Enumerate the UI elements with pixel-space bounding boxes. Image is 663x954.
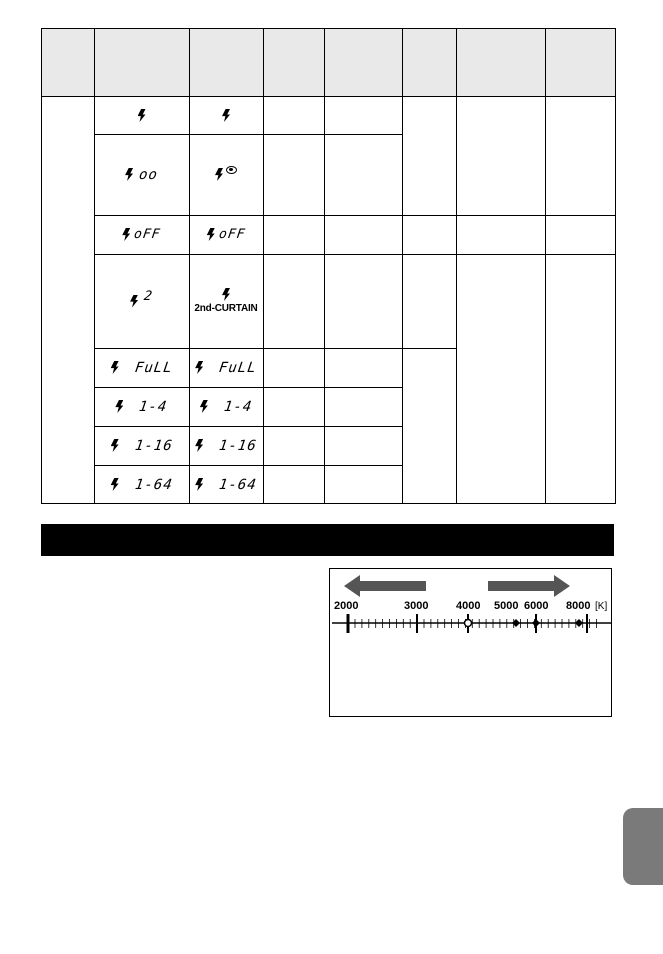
- display-b-rear-curtain: [189, 254, 263, 348]
- arrow-left-icon: [344, 575, 426, 597]
- display-b-1-64: [189, 465, 263, 504]
- display-b-full: [189, 348, 263, 387]
- segment-readout: 1-64: [133, 476, 174, 493]
- tick-label-3000: 3000: [404, 600, 429, 612]
- tick-label-2000: 2000: [334, 600, 359, 612]
- display-b-flash: [189, 97, 263, 134]
- flash-bolt-icon: [138, 109, 146, 122]
- display-b-1-4: [189, 387, 263, 426]
- flash-bolt-icon: [125, 168, 133, 181]
- tick-label-8000: 8000: [566, 600, 591, 612]
- flash-bolt-icon: [130, 295, 138, 308]
- curtain-label: 2nd-CURTAIN: [194, 303, 258, 314]
- flash-bolt-icon: [195, 478, 203, 491]
- flash-bolt-icon: [200, 400, 208, 413]
- segment-readout: 1-4: [222, 398, 254, 415]
- flash-bolt-icon: [222, 288, 230, 301]
- display-a-full: [94, 348, 189, 387]
- marker-4000-open: [465, 620, 472, 627]
- column-divider: [545, 29, 546, 504]
- display-b-off: [189, 215, 263, 254]
- segment-readout: 1-4: [138, 398, 169, 415]
- column-divider: [456, 29, 457, 504]
- display-a-off: [94, 215, 189, 254]
- flash-bolt-icon: [111, 439, 119, 452]
- display-b-red-eye: [189, 134, 263, 215]
- arrow-right-icon: [488, 575, 570, 597]
- display-a-1-4: [94, 387, 189, 426]
- column-divider: [263, 29, 264, 504]
- row-divider: [456, 254, 616, 255]
- column-divider: [402, 29, 403, 504]
- flash-bolt-icon: [207, 228, 215, 241]
- segment-readout: oFF: [133, 227, 162, 242]
- flash-bolt-icon: [122, 228, 130, 241]
- segment-readout: oFF: [217, 227, 247, 242]
- marker-diamond: [532, 619, 540, 627]
- flash-bolt-icon: [111, 478, 119, 491]
- display-b-1-16: [189, 426, 263, 465]
- flash-bolt-icon: [111, 361, 119, 374]
- flash-bolt-icon: [195, 439, 203, 452]
- side-thumb-tab: [623, 808, 663, 885]
- tick-label-4000: 4000: [456, 600, 481, 612]
- color-temperature-scale: [329, 568, 612, 717]
- column-divider: [324, 29, 325, 504]
- flash-bolt-icon: [115, 400, 123, 413]
- flash-bolt-icon: [215, 168, 223, 181]
- row-divider: [402, 348, 456, 349]
- display-a-rear-curtain: [94, 254, 189, 348]
- display-a-1-64: [94, 465, 189, 504]
- table-header: [42, 29, 615, 97]
- display-a-1-16: [94, 426, 189, 465]
- tick-label-6000: 6000: [524, 600, 549, 612]
- flash-bolt-icon: [195, 361, 203, 374]
- marker-diamond: [575, 619, 583, 627]
- segment-readout: 1-16: [218, 437, 258, 454]
- section-header-bar: [41, 524, 614, 556]
- row-divider: [456, 215, 616, 216]
- segment-readout: oo: [137, 166, 160, 183]
- red-eye-icon: [226, 166, 237, 174]
- row-divider: [402, 254, 456, 255]
- display-a-flash: [94, 97, 189, 134]
- kelvin-scale-graphic: [330, 569, 612, 717]
- display-a-red-eye: [94, 134, 189, 215]
- segment-readout: 1-16: [133, 437, 174, 454]
- unit-label: [K]: [595, 601, 608, 612]
- flash-bolt-icon: [222, 109, 230, 122]
- segment-readout: 2: [143, 288, 154, 304]
- segment-readout: FuLL: [133, 359, 174, 376]
- segment-readout: FuLL: [218, 359, 258, 376]
- row-divider: [402, 215, 456, 216]
- tick-label-5000: 5000: [494, 600, 519, 612]
- flash-table: [41, 28, 616, 504]
- segment-readout: 1-64: [218, 476, 258, 493]
- marker-diamond: [512, 619, 520, 627]
